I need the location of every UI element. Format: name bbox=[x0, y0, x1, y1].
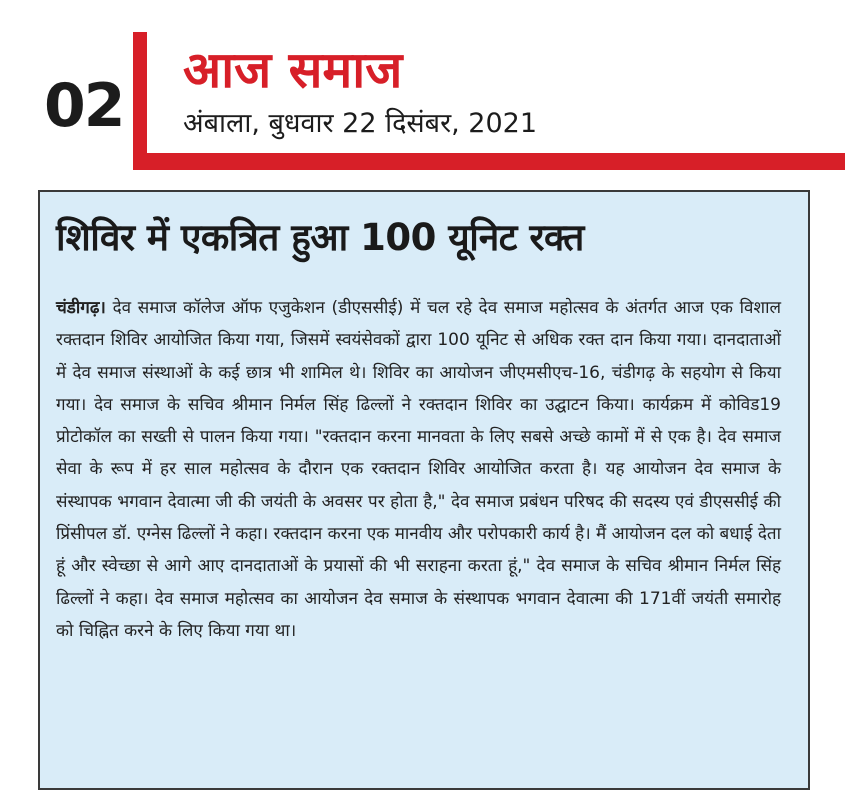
page-number: 02 bbox=[44, 71, 124, 141]
article-box bbox=[38, 190, 810, 790]
newspaper-name: आज समाज bbox=[183, 41, 403, 99]
edition-dateline: अंबाला, बुधवार 22 दिसंबर, 2021 bbox=[183, 108, 538, 139]
article-body-text: देव समाज कॉलेज ऑफ एजुकेशन (डीएससीई) में चल रहे देव समाज महोत्सव के अंतर्गत आज एक विशाल रक्तदान शिविर आयोजित किया गया, जिसमें स्वयंसेवकों द्वारा 100 यूनिट से अधिक रक्त दान किया गया। दानदाताओं में देव समाज संस्थाओं के कई छात्र भी शामिल थे। शिविर का आयोजन जीएमसीएच-16, चंडीगढ़ के सहयोग से किया गया। देव समाज के सचिव श्रीमान निर्मल सिंह ढिल्लों ने रक्तदान शिविर का उद्घाटन किया। कार्यक्रम में कोविड19 प्रोटोकॉल का सख्ती से पालन किया गया। "रक्तदान करना मानवता के लिए सबसे अच्छे कामों में से एक है। देव समाज सेवा के रूप में हर साल महोत्सव के दौरान एक रक्तदान शिविर आयोजित करता है। यह आयोजन देव समाज के संस्थापक भगवान देवात्मा जी की जयंती के अवसर पर होता है," देव समाज प्रबंधन परिषद की सदस्य एवं डीएससीई की प्रिंसीपल डॉ. एग्नेस ढिल्लों ने कहा। रक्तदान करना एक मानवीय और परोपकारी कार्य है। मैं आयोजन दल को बधाई देता हूं और स्वेच्छा से आगे आए दानदाताओं के प्रयासों की भी सराहना करता हूं," देव समाज के सचिव श्रीमान निर्मल सिंह ढिल्लों ने कहा। देव समाज महोत्सव का आयोजन देव समाज के संस्थापक भगवान देवात्मा की 171वीं जयंती समारोह को चिह्नित करने के लिए किया गया था। bbox=[56, 298, 782, 641]
article-headline: शिविर में एकत्रित हुआ 100 यूनिट रक्त bbox=[56, 216, 584, 259]
article-body bbox=[56, 292, 781, 647]
article-location: चंडीगढ़। bbox=[56, 298, 106, 318]
masthead-horizontal-bar bbox=[133, 153, 845, 170]
masthead-vertical-bar bbox=[133, 32, 147, 170]
